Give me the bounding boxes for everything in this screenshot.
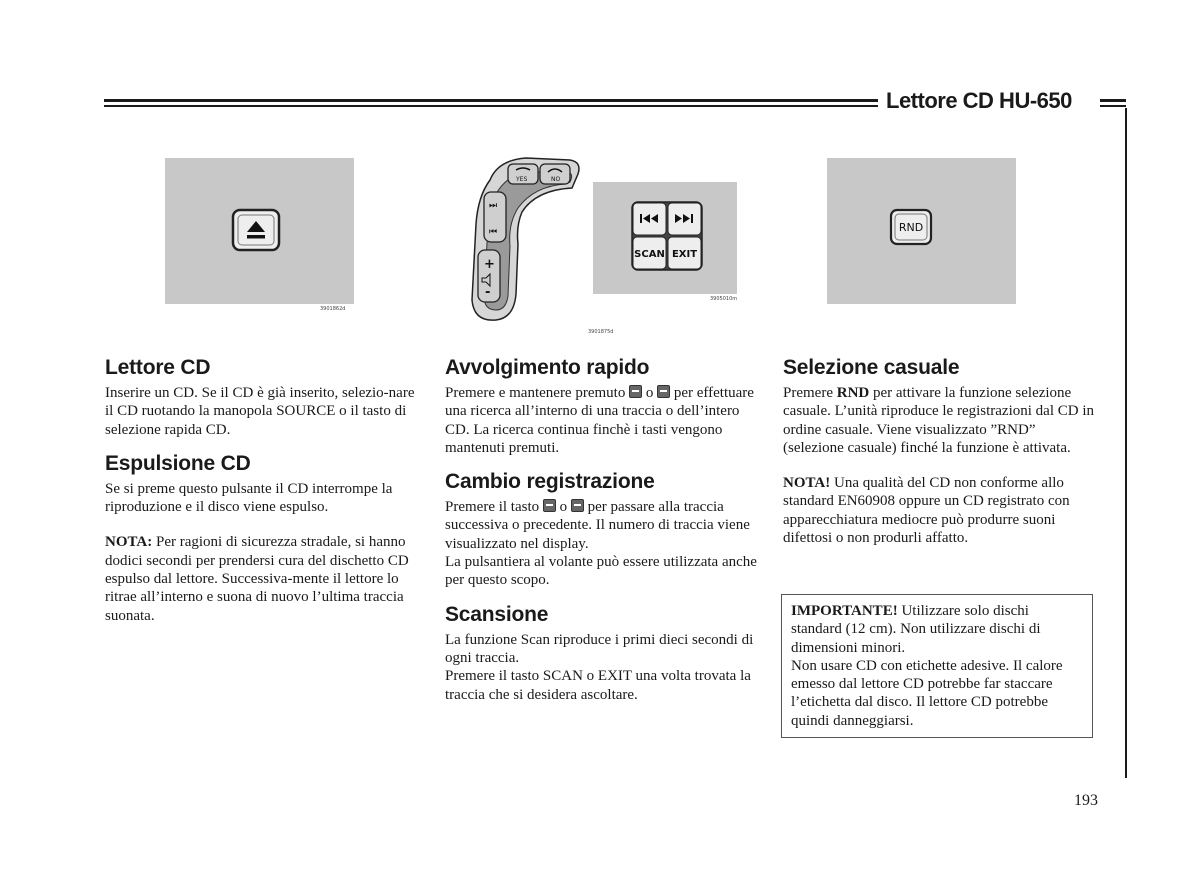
- volume-minus: -: [485, 285, 491, 300]
- header-rule-right-thin: [1100, 105, 1126, 107]
- paragraph-importante-2: Non usare CD con etichette adesive. Il calore emesso dal lettore CD potrebbe far staccare l’etichetta dal disco. Il lettore CD potrebbe quindi danneggiarsi.: [791, 657, 1063, 729]
- paragraph-steering-controls: La pulsantiera al volante può essere utilizzata anche per questo scopo.: [445, 554, 757, 589]
- importante-label: IMPORTANTE!: [791, 603, 898, 619]
- page-number: 193: [1074, 792, 1098, 809]
- figure-code-wheel: 3901875d: [588, 329, 614, 335]
- heading-cambio-registrazione: Cambio registrazione: [445, 470, 655, 494]
- no-label: NO: [551, 176, 561, 183]
- heading-avvolgimento-rapido: Avvolgimento rapido: [445, 356, 650, 379]
- paragraph-eject: Se si preme questo pulsante il CD interrompe la riproduzione e il disco viene espulso.: [105, 480, 393, 516]
- figure-code-eject: 3901862d: [320, 306, 346, 312]
- text-part: per attivare la funzione selezione casuale. L’unità riproduce le registrazioni dal CD in ordine casuale. Viene visualizzato ”RND” (selezione casuale) finché la funzione è attivata.: [783, 385, 1095, 456]
- page-title: Lettore CD HU-650: [886, 88, 1072, 113]
- figure-rnd-button: [827, 158, 1016, 304]
- heading-scansione: Scansione: [445, 602, 549, 626]
- rnd-bold: RND: [836, 385, 870, 401]
- text-part: Premere e mantenere premuto: [445, 385, 630, 401]
- column-2: [445, 356, 757, 704]
- paragraph-random: [783, 384, 1095, 457]
- paragraph-scan-exit: Premere il tasto SCAN o EXIT una volta trovata la traccia che si desidera ascoltare.: [445, 668, 751, 703]
- next-track-icon: ⏭: [489, 201, 498, 211]
- nota-label: NOTA:: [105, 534, 153, 551]
- nota-label: NOTA!: [783, 475, 831, 492]
- text-part: Premere: [783, 385, 837, 401]
- text-part: o: [642, 385, 658, 401]
- text-part: per passare alla traccia successiva o precedente. Il numero di traccia viene visualizzato nel display.: [445, 499, 750, 552]
- paragraph-track-change: [445, 498, 757, 553]
- next-track-icon: [543, 499, 556, 512]
- rnd-label: RND: [898, 221, 924, 234]
- paragraph-scan: La funzione Scan riproduce i primi dieci secondi di ogni traccia.: [445, 631, 754, 666]
- figure-scan-exit-buttons: [593, 182, 737, 294]
- heading-lettore-cd: Lettore CD: [105, 356, 211, 379]
- eject-icon: [165, 158, 354, 304]
- paragraph-fast-forward: [445, 384, 757, 457]
- prev-track-icon: [657, 385, 670, 398]
- figure-steering-wheel-controls: [468, 154, 598, 324]
- figure-eject-button: [165, 158, 354, 304]
- yes-label: YES: [516, 176, 528, 183]
- heading-espulsione-cd: Espulsione CD: [105, 451, 251, 475]
- paragraph-nota: [105, 533, 417, 624]
- text-part: o: [555, 499, 571, 516]
- paragraph-nota-quality: [783, 474, 1095, 547]
- prev-track-icon: [571, 499, 584, 512]
- text-part: Premere il tasto: [445, 499, 543, 516]
- header-rule-thick: [104, 99, 878, 102]
- figure-code-buttons: 3905010m: [710, 296, 738, 302]
- next-track-icon: [629, 385, 642, 398]
- text-part: per effettuare una ricerca all’interno di una traccia o dell’intero CD. La ricerca continua finchè i tasti vengono mantenuti premuti.: [445, 385, 754, 456]
- header-rule-right-thick: [1100, 99, 1126, 102]
- importante-box: [781, 594, 1093, 738]
- paragraph-insert-cd: Inserire un CD. Se il CD è già inserito, selezio-nare il CD ruotando la manopola SOURCE o il tasto di selezione rapida CD.: [105, 385, 415, 438]
- nota-text: Per ragioni di sicurezza stradale, si hanno dodici secondi per prendersi cura del dischetto CD espulso dal lettore. Successiva-mente il lettore lo ritrae all’interno e suona di nuovo l’ultima traccia suonata.: [105, 534, 409, 624]
- heading-selezione-casuale: Selezione casuale: [783, 356, 960, 379]
- exit-label: EXIT: [671, 249, 698, 260]
- header-rule-thin: [104, 105, 878, 107]
- prev-track-icon: ⏮: [489, 227, 498, 237]
- margin-vertical-rule: [1125, 108, 1127, 778]
- column-3: [783, 356, 1095, 547]
- volume-plus: +: [484, 257, 495, 272]
- nota-text: Una qualità del CD non conforme allo standard EN60908 oppure un CD registrato con apparecchiatura mediocre può produrre suoni difettosi o non produrli affatto.: [783, 475, 1070, 547]
- importante-text: Utilizzare solo dischi standard (12 cm). Non utilizzare dischi di dimensioni minori.: [791, 603, 1041, 656]
- paragraph-importante: [791, 602, 1083, 657]
- column-1: [105, 356, 417, 625]
- scan-label: SCAN: [634, 249, 665, 260]
